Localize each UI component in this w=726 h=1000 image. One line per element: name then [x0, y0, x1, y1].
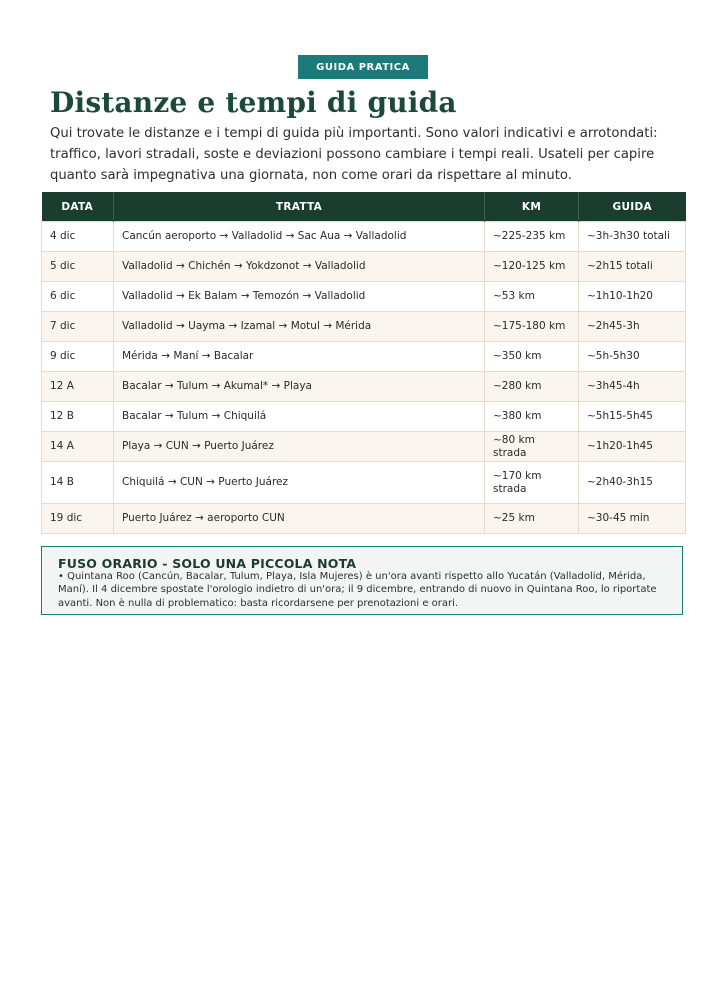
- table-row: [42, 252, 686, 282]
- cell-date: 14 A: [42, 432, 114, 462]
- cell-drive-time: ~2h15 totali: [579, 252, 686, 282]
- cell-km: ~80 km strada: [485, 432, 579, 462]
- note-body: • Quintana Roo (Cancún, Bacalar, Tulum, Playa, Isla Mujeres) è un'ora avanti rispetto allo Yucatán (Valladolid, Mérida, Maní). Il 4 dicembre spostate l'orologio indietro di un'ora; il 9 dicembre, entrando di nuovo in Quintana Roo, lo riportate avanti. Non è nulla di problematico: basta ricordarsene per prenotazioni e orari.: [58, 571, 657, 609]
- cell-drive-time: ~30-45 min: [579, 504, 686, 534]
- intro-paragraph: Qui trovate le distanze e i tempi di guida più importanti. Sono valori indicativi e arrotondati: traffico, lavori stradali, soste e deviazioni possono cambiare i tempi reali. Usateli per capire quanto sarà impegnativa una giornata, non come orari da rispettare al minuto.: [50, 126, 658, 183]
- cell-drive-time: ~3h45-4h: [579, 372, 686, 402]
- cell-route: Playa → CUN → Puerto Juárez: [114, 432, 485, 462]
- table-row: [42, 342, 686, 372]
- table-row: [42, 432, 686, 462]
- cell-route: Valladolid → Ek Balam → Temozón → Valladolid: [114, 282, 485, 312]
- cell-date: 12 A: [42, 372, 114, 402]
- cell-km: ~280 km: [485, 372, 579, 402]
- cell-drive-time: ~5h15-5h45: [579, 402, 686, 432]
- table-row: [42, 222, 686, 252]
- table-row: [42, 462, 686, 504]
- distance-table: [41, 192, 686, 534]
- cell-drive-time: ~2h45-3h: [579, 312, 686, 342]
- cell-km: ~25 km: [485, 504, 579, 534]
- cell-route: Bacalar → Tulum → Chiquilá: [114, 402, 485, 432]
- cell-route: Puerto Juárez → aeroporto CUN: [114, 504, 485, 534]
- cell-date: 19 dic: [42, 504, 114, 534]
- note-title: FUSO ORARIO - SOLO UNA PICCOLA NOTA: [58, 556, 357, 571]
- cell-route: Cancún aeroporto → Valladolid → Sac Aua → Valladolid: [114, 222, 485, 252]
- cell-drive-time: ~5h-5h30: [579, 342, 686, 372]
- column-header-data: DATA: [42, 192, 114, 222]
- cell-drive-time: ~3h-3h30 totali: [579, 222, 686, 252]
- timezone-note-box: [41, 546, 683, 615]
- table-row: [42, 372, 686, 402]
- cell-route: Valladolid → Uayma → Izamal → Motul → Mérida: [114, 312, 485, 342]
- page-title: Distanze e tempi di guida: [50, 86, 457, 119]
- cell-date: 5 dic: [42, 252, 114, 282]
- cell-km: ~120-125 km: [485, 252, 579, 282]
- table-row: [42, 282, 686, 312]
- column-header-guida: GUIDA: [579, 192, 686, 222]
- cell-date: 7 dic: [42, 312, 114, 342]
- cell-km: ~170 km strada: [485, 462, 579, 504]
- cell-date: 12 B: [42, 402, 114, 432]
- table-row: [42, 402, 686, 432]
- cell-route: Mérida → Maní → Bacalar: [114, 342, 485, 372]
- cell-km: ~175-180 km: [485, 312, 579, 342]
- table-row: [42, 312, 686, 342]
- column-header-tratta: TRATTA: [114, 192, 485, 222]
- cell-date: 9 dic: [42, 342, 114, 372]
- section-badge: GUIDA PRATICA: [298, 55, 428, 79]
- cell-drive-time: ~1h20-1h45: [579, 432, 686, 462]
- cell-km: ~380 km: [485, 402, 579, 432]
- table-row: [42, 504, 686, 534]
- table-header-row: [42, 192, 686, 222]
- cell-date: 14 B: [42, 462, 114, 504]
- cell-km: ~225-235 km: [485, 222, 579, 252]
- cell-km: ~350 km: [485, 342, 579, 372]
- cell-km: ~53 km: [485, 282, 579, 312]
- column-header-km: KM: [485, 192, 579, 222]
- cell-route: Valladolid → Chichén → Yokdzonot → Valladolid: [114, 252, 485, 282]
- cell-route: Bacalar → Tulum → Akumal* → Playa: [114, 372, 485, 402]
- cell-route: Chiquilá → CUN → Puerto Juárez: [114, 462, 485, 504]
- cell-drive-time: ~1h10-1h20: [579, 282, 686, 312]
- cell-date: 6 dic: [42, 282, 114, 312]
- cell-drive-time: ~2h40-3h15: [579, 462, 686, 504]
- cell-date: 4 dic: [42, 222, 114, 252]
